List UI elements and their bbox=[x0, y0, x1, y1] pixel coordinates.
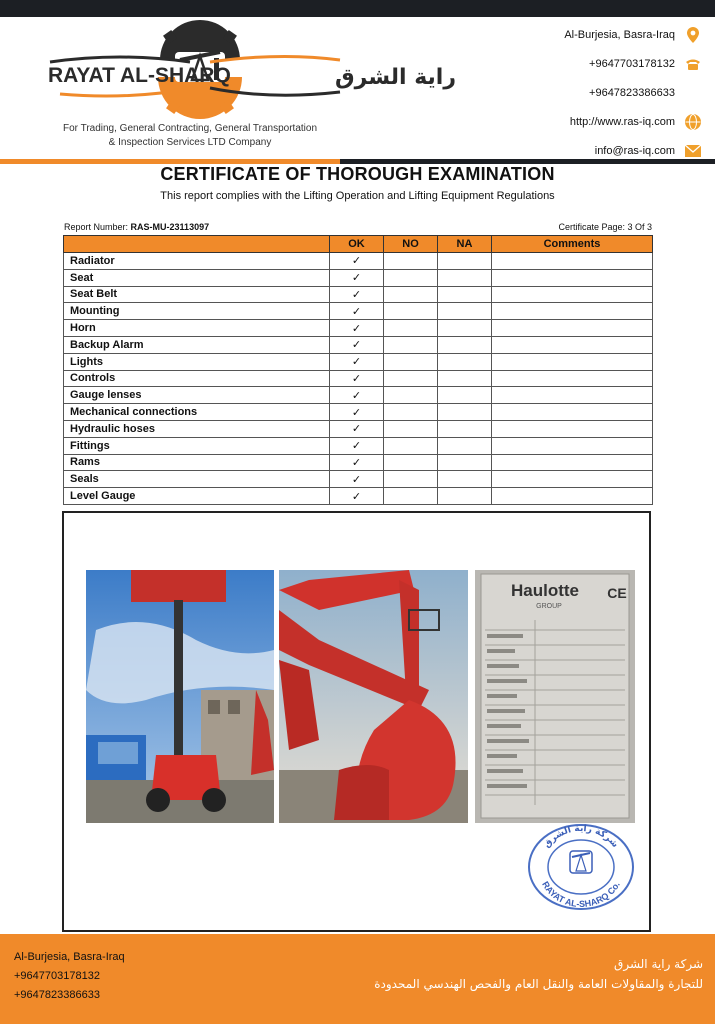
checklist-item-label: Gauge lenses bbox=[64, 387, 330, 404]
checklist-item-label: Mounting bbox=[64, 303, 330, 320]
comments-cell bbox=[492, 269, 653, 286]
na-cell bbox=[438, 387, 492, 404]
comments-cell bbox=[492, 253, 653, 270]
na-cell bbox=[438, 471, 492, 488]
envelope-icon bbox=[683, 145, 703, 157]
comments-cell bbox=[492, 320, 653, 337]
no-cell bbox=[384, 404, 438, 421]
table-row bbox=[64, 286, 653, 303]
company-tagline bbox=[40, 122, 340, 150]
comments-cell bbox=[492, 488, 653, 505]
no-cell bbox=[384, 336, 438, 353]
svg-text:RAYAT AL-SHARQ Co.: RAYAT AL-SHARQ Co. bbox=[540, 879, 622, 910]
header-na: NA bbox=[438, 236, 492, 253]
table-row bbox=[64, 370, 653, 387]
checklist-item-label: Seals bbox=[64, 471, 330, 488]
na-cell bbox=[438, 286, 492, 303]
photo-panel bbox=[62, 511, 651, 932]
ok-cell: ✓ bbox=[330, 488, 384, 505]
website-link[interactable]: http://www.ras-iq.com bbox=[569, 115, 675, 128]
na-cell bbox=[438, 454, 492, 471]
ok-cell: ✓ bbox=[330, 454, 384, 471]
globe-icon bbox=[683, 114, 703, 130]
footer-arabic-line-2: للتجارة والمقاولات العامة والنقل العام والفحص الهندسي المحدودة bbox=[374, 977, 703, 991]
certificate-subtitle: This report complies with the Lifting Operation and Lifting Equipment Regulations bbox=[160, 190, 555, 202]
no-cell bbox=[384, 269, 438, 286]
page-footer bbox=[0, 934, 715, 1024]
header-ok: OK bbox=[330, 236, 384, 253]
na-cell bbox=[438, 269, 492, 286]
tagline-line-2: & Inspection Services LTD Company bbox=[108, 137, 272, 148]
footer-company-arabic bbox=[374, 954, 703, 994]
footer-contact bbox=[14, 948, 125, 1005]
comments-cell bbox=[492, 471, 653, 488]
svg-text:شركة راية الشرق: شركة راية الشرق bbox=[542, 823, 620, 850]
comments-cell bbox=[492, 454, 653, 471]
ok-cell: ✓ bbox=[330, 404, 384, 421]
contact-phone-1 bbox=[453, 49, 703, 78]
table-row bbox=[64, 336, 653, 353]
table-row bbox=[64, 269, 653, 286]
table-header-row bbox=[64, 236, 653, 253]
plate-group-text: GROUP bbox=[536, 603, 562, 610]
no-cell bbox=[384, 387, 438, 404]
na-cell bbox=[438, 253, 492, 270]
ok-cell: ✓ bbox=[330, 437, 384, 454]
ok-cell: ✓ bbox=[330, 269, 384, 286]
comments-cell bbox=[492, 303, 653, 320]
checklist-item-label: Radiator bbox=[64, 253, 330, 270]
photo-lift-exterior bbox=[86, 570, 274, 823]
ok-cell: ✓ bbox=[330, 471, 384, 488]
checklist-item-label: Seat bbox=[64, 269, 330, 286]
certificate-title: CERTIFICATE OF THOROUGH EXAMINATION bbox=[160, 164, 555, 184]
na-cell bbox=[438, 303, 492, 320]
table-row bbox=[64, 437, 653, 454]
no-cell bbox=[384, 471, 438, 488]
tagline-line-1: For Trading, General Contracting, General Transportation bbox=[62, 123, 318, 134]
table-row bbox=[64, 387, 653, 404]
comments-cell bbox=[492, 353, 653, 370]
phone-2-text[interactable]: +9647823386633 bbox=[589, 86, 675, 99]
no-cell bbox=[384, 370, 438, 387]
comments-cell bbox=[492, 404, 653, 421]
ok-cell: ✓ bbox=[330, 303, 384, 320]
no-cell bbox=[384, 454, 438, 471]
na-cell bbox=[438, 370, 492, 387]
checklist-item-label: Horn bbox=[64, 320, 330, 337]
table-row bbox=[64, 353, 653, 370]
no-cell bbox=[384, 253, 438, 270]
phone-1-text[interactable]: +9647703178132 bbox=[589, 57, 675, 70]
ok-cell: ✓ bbox=[330, 286, 384, 303]
comments-cell bbox=[492, 387, 653, 404]
contact-website bbox=[453, 107, 703, 136]
no-cell bbox=[384, 437, 438, 454]
checklist-item-label: Lights bbox=[64, 353, 330, 370]
checklist-item-label: Backup Alarm bbox=[64, 336, 330, 353]
na-cell bbox=[438, 320, 492, 337]
top-bar bbox=[0, 0, 715, 17]
report-number bbox=[64, 222, 209, 232]
plate-ce-text: CE bbox=[607, 585, 627, 601]
ok-cell: ✓ bbox=[330, 253, 384, 270]
footer-phone-1[interactable]: +9647703178132 bbox=[14, 970, 100, 982]
inspection-checklist-table bbox=[63, 235, 653, 505]
checklist-item-label: Fittings bbox=[64, 437, 330, 454]
comments-cell bbox=[492, 437, 653, 454]
table-row bbox=[64, 320, 653, 337]
photo-data-plate bbox=[475, 570, 635, 823]
na-cell bbox=[438, 353, 492, 370]
checklist-item-label: Controls bbox=[64, 370, 330, 387]
svg-text:RAYAT AL-SHARQ: RAYAT AL-SHARQ bbox=[48, 64, 231, 87]
checklist-item-label: Hydraulic hoses bbox=[64, 420, 330, 437]
no-cell bbox=[384, 420, 438, 437]
checklist-item-label: Mechanical connections bbox=[64, 404, 330, 421]
contact-info bbox=[453, 20, 703, 165]
footer-arabic-line-1: شركة راية الشرق bbox=[614, 957, 703, 971]
photo-lift-boom bbox=[279, 570, 468, 823]
comments-cell bbox=[492, 420, 653, 437]
checklist-item-label: Seat Belt bbox=[64, 286, 330, 303]
comments-cell bbox=[492, 286, 653, 303]
svg-text:راية الشرق: راية الشرق bbox=[335, 65, 457, 90]
report-number-label: Report Number: bbox=[64, 222, 129, 232]
contact-phone-2 bbox=[453, 78, 703, 107]
checklist-item-label: Level Gauge bbox=[64, 488, 330, 505]
plate-brand-text: Haulotte bbox=[511, 581, 579, 600]
na-cell bbox=[438, 336, 492, 353]
ok-cell: ✓ bbox=[330, 353, 384, 370]
table-row bbox=[64, 253, 653, 270]
table-row bbox=[64, 420, 653, 437]
na-cell bbox=[438, 488, 492, 505]
no-cell bbox=[384, 320, 438, 337]
phone-icon bbox=[683, 58, 703, 70]
header-comments: Comments bbox=[492, 236, 653, 253]
no-cell bbox=[384, 303, 438, 320]
certificate-page: Certificate Page: 3 Of 3 bbox=[558, 222, 652, 232]
checklist-item-label: Rams bbox=[64, 454, 330, 471]
ok-cell: ✓ bbox=[330, 336, 384, 353]
email-link[interactable]: info@ras-iq.com bbox=[594, 144, 675, 157]
address-text: Al-Burjesia, Basra-Iraq bbox=[564, 28, 675, 41]
na-cell bbox=[438, 404, 492, 421]
header-no: NO bbox=[384, 236, 438, 253]
table-row bbox=[64, 488, 653, 505]
na-cell bbox=[438, 420, 492, 437]
na-cell bbox=[438, 437, 492, 454]
ok-cell: ✓ bbox=[330, 320, 384, 337]
footer-address: Al-Burjesia, Basra-Iraq bbox=[14, 951, 125, 963]
no-cell bbox=[384, 353, 438, 370]
report-number-value: RAS-MU-23113097 bbox=[130, 222, 210, 232]
table-row bbox=[64, 303, 653, 320]
ok-cell: ✓ bbox=[330, 420, 384, 437]
table-row bbox=[64, 454, 653, 471]
contact-address bbox=[453, 20, 703, 49]
no-cell bbox=[384, 488, 438, 505]
table-row bbox=[64, 471, 653, 488]
table-row bbox=[64, 404, 653, 421]
ok-cell: ✓ bbox=[330, 370, 384, 387]
ok-cell: ✓ bbox=[330, 387, 384, 404]
company-stamp bbox=[526, 821, 636, 911]
company-logo bbox=[40, 22, 457, 122]
location-pin-icon bbox=[683, 27, 703, 43]
comments-cell bbox=[492, 370, 653, 387]
no-cell bbox=[384, 286, 438, 303]
header-item bbox=[64, 236, 330, 253]
comments-cell bbox=[492, 336, 653, 353]
footer-phone-2[interactable]: +9647823386633 bbox=[14, 989, 100, 1001]
